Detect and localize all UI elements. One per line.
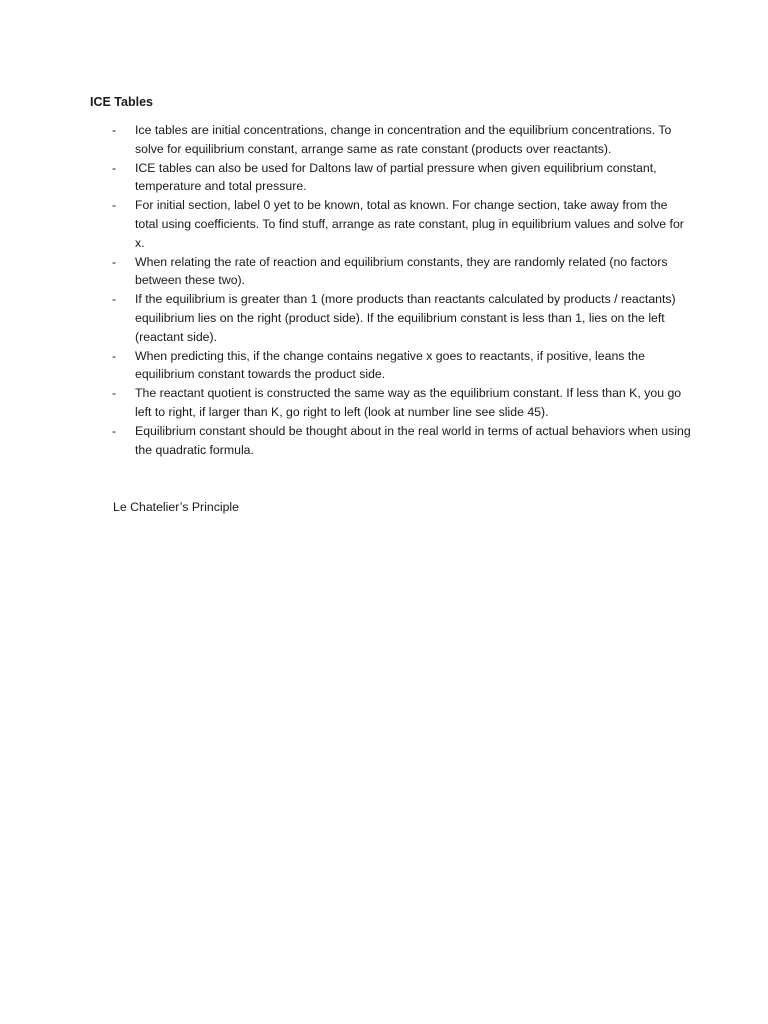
list-item-text: The reactant quotient is constructed the same way as the equilibrium constant. If less than K, you go left to right, if larger than K, go right to left (look at number line see slide 45). <box>135 386 682 419</box>
bullet-marker: - <box>112 123 117 137</box>
bullet-marker: - <box>112 386 117 401</box>
bullet-marker: - <box>112 254 117 269</box>
list-item-text: When predicting this, if the change contains negative x goes to reactants, if positive, leans the equilibrium constant towards the product side. <box>135 348 645 382</box>
list-item-text: Equilibrium constant should be thought about in the real world in terms of actual behaviors when using the quadratic formula. <box>135 423 691 457</box>
bullet-marker: - <box>112 423 117 438</box>
list-item <box>112 253 692 291</box>
bullet-marker: - <box>112 160 117 175</box>
list-item <box>112 159 692 197</box>
section-heading: ICE Tables <box>90 95 153 109</box>
bullet-list <box>112 121 692 459</box>
list-item-text: Ice tables are initial concentrations, change in concentration and the equilibrium concentrations. To solve for equilibrium constant, arrange same as rate constant (products over reactants). <box>135 123 672 156</box>
bullet-marker: - <box>112 292 117 307</box>
bullet-marker: - <box>112 348 117 363</box>
list-item <box>112 196 692 252</box>
list-item-text: For initial section, label 0 yet to be known, total as known. For change section, take away from the total using coefficients. To find stuff, arrange as rate constant, plug in equilibrium values and solve for x. <box>135 198 684 250</box>
list-item-text: When relating the rate of reaction and equilibrium constants, they are randomly related (no factors between these two). <box>135 254 668 288</box>
list-item <box>112 290 692 346</box>
bullet-marker: - <box>112 198 117 213</box>
section-subheading: Le Chatelier’s Principle <box>113 500 239 514</box>
list-item-text: If the equilibrium is greater than 1 (more products than reactants calculated by products / reactants) equilibrium lies on the right (product side). If the equilibrium constant is less than 1, lies on the left (reactant side). <box>135 292 676 344</box>
list-item <box>112 384 692 422</box>
list-item <box>112 422 692 460</box>
list-item-text: ICE tables can also be used for Daltons law of partial pressure when given equilibrium constant, temperature and total pressure. <box>135 160 657 194</box>
list-item <box>112 121 692 159</box>
list-item <box>112 347 692 385</box>
